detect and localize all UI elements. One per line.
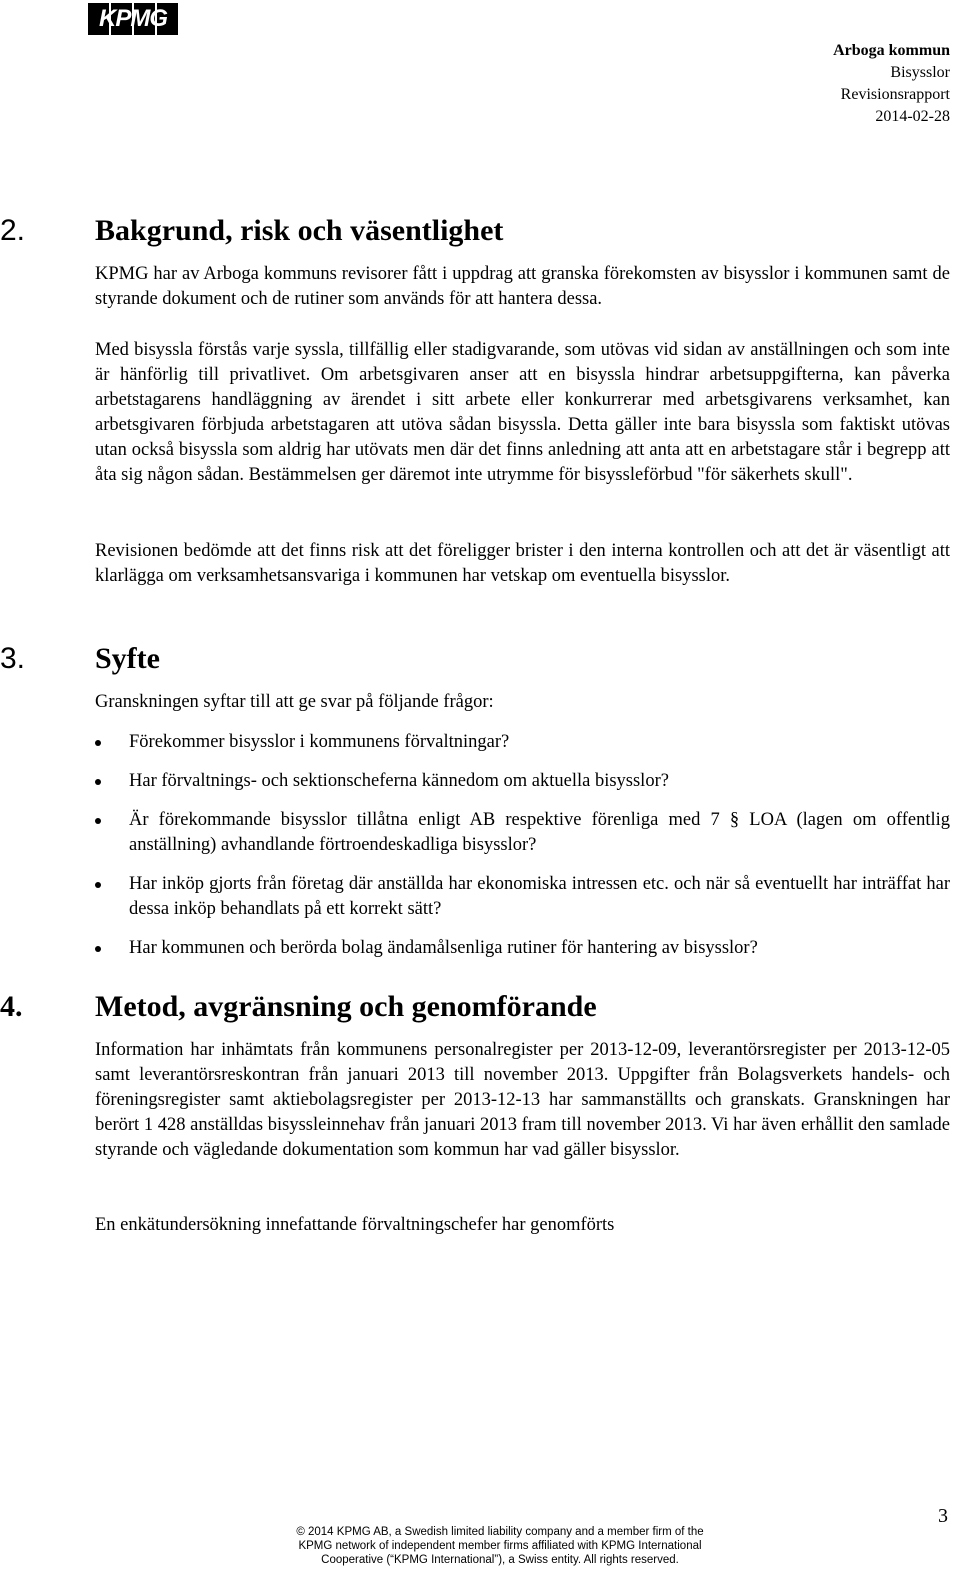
report-subject: Bisysslor [890, 64, 950, 81]
report-type: Revisionsrapport [840, 86, 950, 103]
footer-line: Cooperative (“KPMG International”), a Swiss entity. All rights reserved. [321, 1554, 679, 1566]
section-title: Bakgrund, risk och väsentlighet [95, 214, 504, 247]
report-date: 2014-02-28 [875, 108, 950, 125]
bullet-icon [95, 946, 101, 952]
kpmg-logo [88, 3, 178, 35]
method-paragraph-1: Information har inhämtats från kommunens personalregister per 2013-12-09, leverantörsregister per 2013-12-05 samt leverantörsreskontran från januari 2013 till november 2013. Uppgifter från Bolagsverkets handels- och föreningsregister samt aktiebolagsregister per 2013-12-13 har sammanställts och granskats. Granskningen har berört 1 428 anställdas bisyssleinnehav från januari 2013 fram till november 2013. Vi har även erhållit den samlade styrande och vägledande dokumentation som kommun har vad gäller bisysslor. [95, 1040, 950, 1160]
section-number: 2. [0, 214, 26, 247]
bullet-icon [95, 882, 101, 888]
section-number: 4. [0, 990, 23, 1023]
section-title: Syfte [95, 642, 160, 675]
page-number: 3 [938, 1505, 948, 1527]
list-item [95, 936, 950, 961]
method-paragraph-2: En enkätundersökning innefattande förvaltningschefer har genomförts [95, 1215, 615, 1235]
purpose-intro: Granskningen syftar till att ge svar på följande frågor: [95, 692, 494, 712]
background-paragraph-2: Med bisyssla förstås varje syssla, tillfällig eller stadigvarande, som utövas vid sidan av anställningen och som inte är hänförlig till privatlivet. Om arbetsgivaren anser att en bisyssla hindrar arbetsuppgifterna, kan påverka arbetstagarens handläggning av ärendet i sitt arbete eller konkurrerar med arbetsgivarens verksamhet, kan arbetsgivaren förbjuda arbetstagaren att utöva sådan bisyssla. Detta gäller inte bara bisyssla som faktiskt utövas utan också bisyssla som aldrig har utövats men där det finns anledning att anta att en arbetstagare står i begrepp att åta sig någon sådan. Bestämmelsen ger däremot inte utrymme för bisyssleförbud "för säkerhets skull". [95, 340, 950, 485]
question-text: Förekommer bisysslor i kommunens förvaltningar? [129, 732, 510, 752]
footer-line: KPMG network of independent member firms affiliated with KPMG International [298, 1540, 702, 1552]
question-text: Har förvaltnings- och sektionscheferna kännedom om aktuella bisysslor? [129, 771, 669, 791]
question-text: Är förekommande bisysslor tillåtna enligt AB respektive förenliga med 7 § LOA (lagen om offentlig anställning) avhandlande förtroendeskadliga bisysslor? [129, 810, 950, 855]
bullet-icon [95, 740, 101, 746]
list-item [95, 872, 950, 922]
organization-name: Arboga kommun [833, 42, 950, 59]
question-list [95, 730, 950, 975]
bullet-icon [95, 779, 101, 785]
background-paragraph-3: Revisionen bedömde att det finns risk att det föreligger brister i den interna kontrollen och att det är väsentligt att klarlägga om verksamhetsansvariga i kommunen har vetskap om eventuella bisysslor. [95, 541, 950, 586]
background-paragraph-1: KPMG har av Arboga kommuns revisorer fått i uppdrag att granska förekomsten av bisysslor i kommunen samt de styrande dokument och de rutiner som används för att hantera dessa. [95, 264, 950, 309]
question-text: Har kommunen och berörda bolag ändamålsenliga rutiner för hantering av bisysslor? [129, 938, 758, 958]
list-item [95, 808, 950, 858]
question-text: Har inköp gjorts från företag där anställda har ekonomiska intressen etc. och när så eventuellt har inträffat har dessa inköp behandlats på ett korrekt sätt? [129, 874, 950, 919]
section-number: 3. [0, 642, 26, 675]
copyright-footer [260, 1525, 740, 1567]
document-meta [833, 40, 950, 128]
bullet-icon [95, 818, 101, 824]
logo-text: KPMG [99, 5, 167, 32]
footer-line: © 2014 KPMG AB, a Swedish limited liability company and a member firm of the [296, 1526, 704, 1538]
list-item [95, 769, 950, 794]
section-title: Metod, avgränsning och genomförande [95, 990, 597, 1023]
list-item [95, 730, 950, 755]
